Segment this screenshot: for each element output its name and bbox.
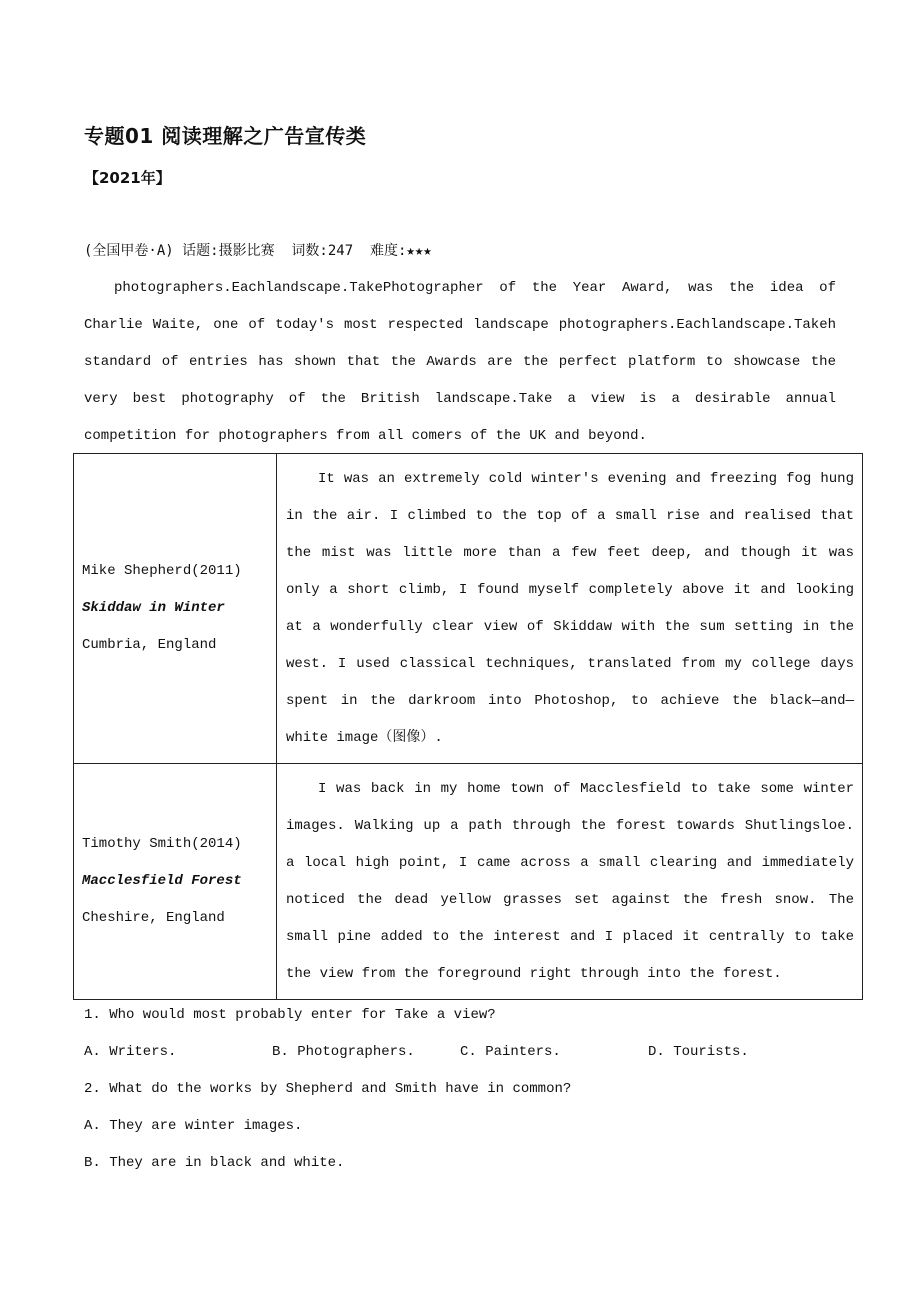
work-author: Timothy Smith(2014): [82, 836, 242, 852]
option-b: B. They are in black and white.: [84, 1155, 345, 1171]
year-heading: 【2021年】: [84, 169, 171, 187]
work-title: Macclesfield Forest: [82, 873, 242, 889]
passage-meta: (全国甲卷·A) 话题:摄影比赛 词数:247 难度:★★★: [84, 243, 432, 259]
options-row: [84, 1034, 844, 1071]
option-c: C. Painters.: [460, 1044, 561, 1060]
table-row: [74, 764, 863, 1000]
work-title: Skiddaw in Winter: [82, 600, 225, 616]
option-a: A. Writers.: [84, 1044, 177, 1060]
table-row: [74, 454, 863, 764]
option-d: D. Tourists.: [648, 1044, 749, 1060]
passage-intro: photographers.Eachlandscape.TakePhotographer of the Year Award, was the idea of Charlie Waite, one of today's most respected landscape photographers.Eachlandscape.Takeh standard of entries has shown that the Awards are the perfect platform to showcase the very best photography of the British landscape.Take a view is a desirable annual competition for photographers from all comers of the UK and beyond.: [84, 280, 836, 444]
question-stem: 2. What do the works by Shepherd and Smith have in common?: [84, 1081, 572, 1097]
work-credit: [74, 454, 277, 764]
work-credit: [74, 764, 277, 1000]
questions-section: [84, 997, 844, 1182]
work-description: [277, 764, 863, 1000]
work-text: It was an extremely cold winter's evening and freezing fog hung in the air. I climbed to the top of a small rise and realised that the mist was little more than a few feet deep, and though it was only a short climb, I found myself completely above it and looking at a wonderfully clear view of Skiddaw with the sum setting in the west. I used classical techniques, translated from my college days spent in the darkroom into Photoshop, to achieve the black—and—white image（图像）.: [286, 471, 854, 746]
work-place: Cheshire, England: [82, 910, 225, 926]
document-title: 专题01 阅读理解之广告宣传类: [84, 124, 367, 148]
work-description: [277, 454, 863, 764]
option-a: A. They are winter images.: [84, 1118, 303, 1134]
work-author: Mike Shepherd(2011): [82, 563, 242, 579]
option-b: B. Photographers.: [272, 1044, 415, 1060]
question-stem: 1. Who would most probably enter for Take a view?: [84, 1007, 496, 1023]
work-place: Cumbria, England: [82, 637, 217, 653]
work-text: I was back in my home town of Macclesfield to take some winter images. Walking up a path through the forest towards Shutlingsloe. a local high point, I came across a small clearing and immediately noticed the dead yellow grasses set against the fresh snow. The small pine added to the interest and I placed it centrally to take the view from the foreground right through into the forest.: [286, 781, 854, 982]
works-table: [73, 453, 863, 1000]
